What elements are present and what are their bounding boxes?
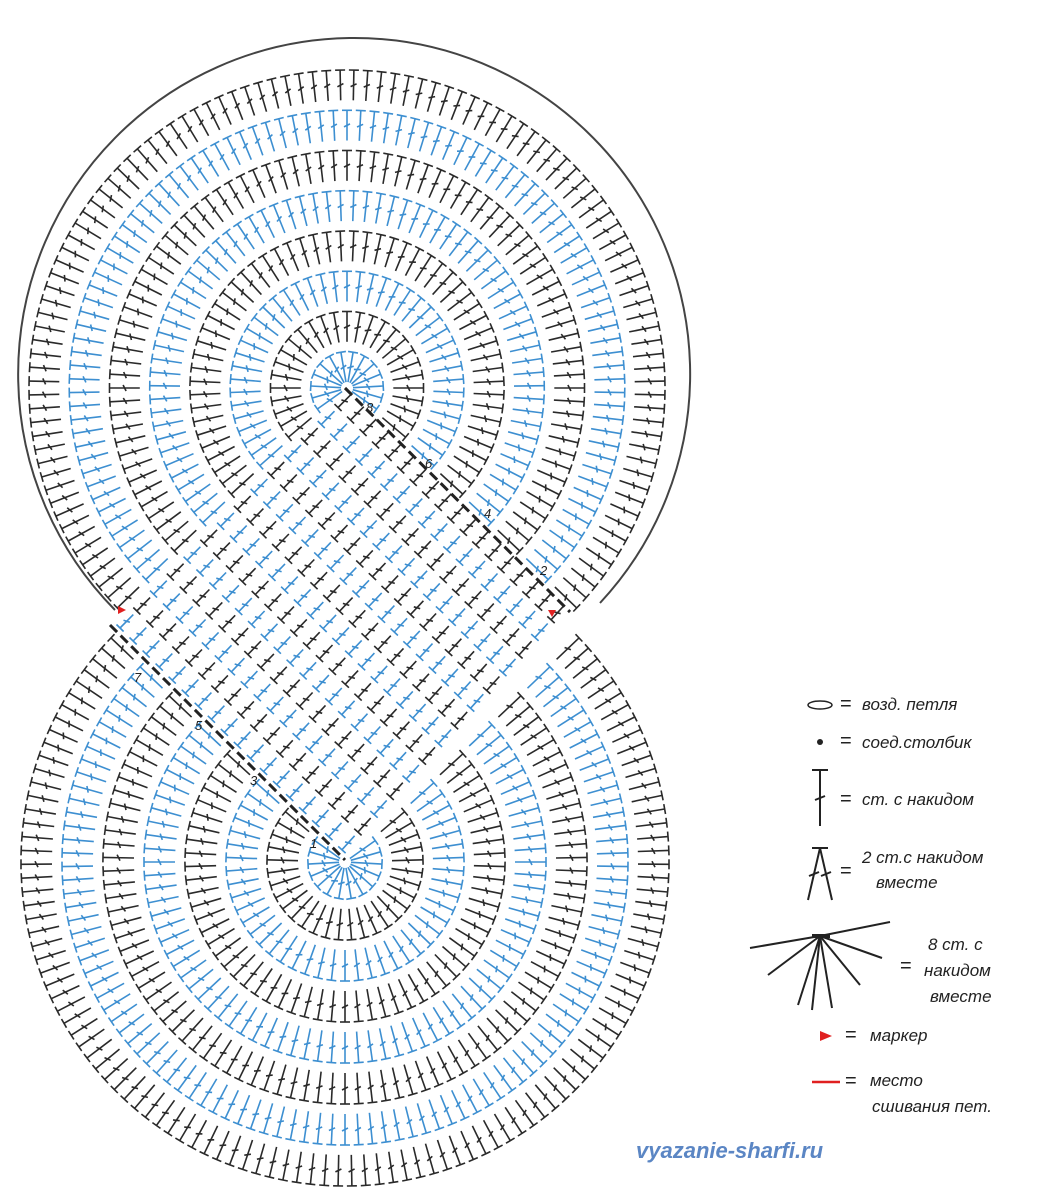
marker-icon (820, 1031, 832, 1041)
legend-dc8tog-line3: вместе (930, 987, 992, 1006)
chain-icon (808, 701, 832, 709)
slip-stitch-icon (817, 739, 823, 745)
row-number: 4 (484, 506, 492, 521)
row-number: 1 (310, 836, 318, 851)
seam-line-upper (345, 388, 570, 612)
equals-sign: = (845, 1024, 857, 1046)
equals-sign: = (840, 730, 852, 752)
legend-dc8tog-line1: 8 ст. с (928, 935, 983, 954)
equals-sign: = (840, 788, 852, 810)
equals-sign: = (900, 955, 912, 977)
legend-slip-label: соед.столбик (862, 733, 972, 752)
equals-sign: = (840, 693, 852, 715)
dc-icon (812, 770, 828, 826)
row-number: 6 (425, 456, 433, 471)
row-number: 5 (195, 718, 203, 733)
row-number: 3 (250, 773, 258, 788)
legend-chain-label: возд. петля (862, 695, 958, 714)
row-number: 8 (366, 400, 374, 415)
legend-seam-line1: место (870, 1071, 923, 1090)
legend-dc-label: ст. с накидом (862, 790, 974, 809)
upper-circle-stitches (29, 70, 665, 612)
seam-line-lower (110, 625, 345, 860)
row-number: 7 (134, 670, 142, 685)
dc8tog-icon (750, 922, 890, 1010)
row-number: 2 (540, 563, 548, 578)
dc2tog-icon (808, 848, 832, 900)
legend-symbols (750, 701, 890, 1082)
equals-sign: = (845, 1070, 857, 1092)
marker-icon (118, 606, 126, 614)
legend-seam-line2: сшивания пет. (872, 1097, 992, 1116)
equals-sign: = (840, 860, 852, 882)
legend-dc2tog-line2: вместе (876, 873, 938, 892)
watermark: vyazanie-sharfi.ru (636, 1138, 824, 1163)
legend-marker-label: маркер (870, 1026, 928, 1045)
legend-dc2tog-line1: 2 ст.с накидом (862, 848, 984, 867)
legend-dc8tog-line2: накидом (924, 961, 991, 980)
